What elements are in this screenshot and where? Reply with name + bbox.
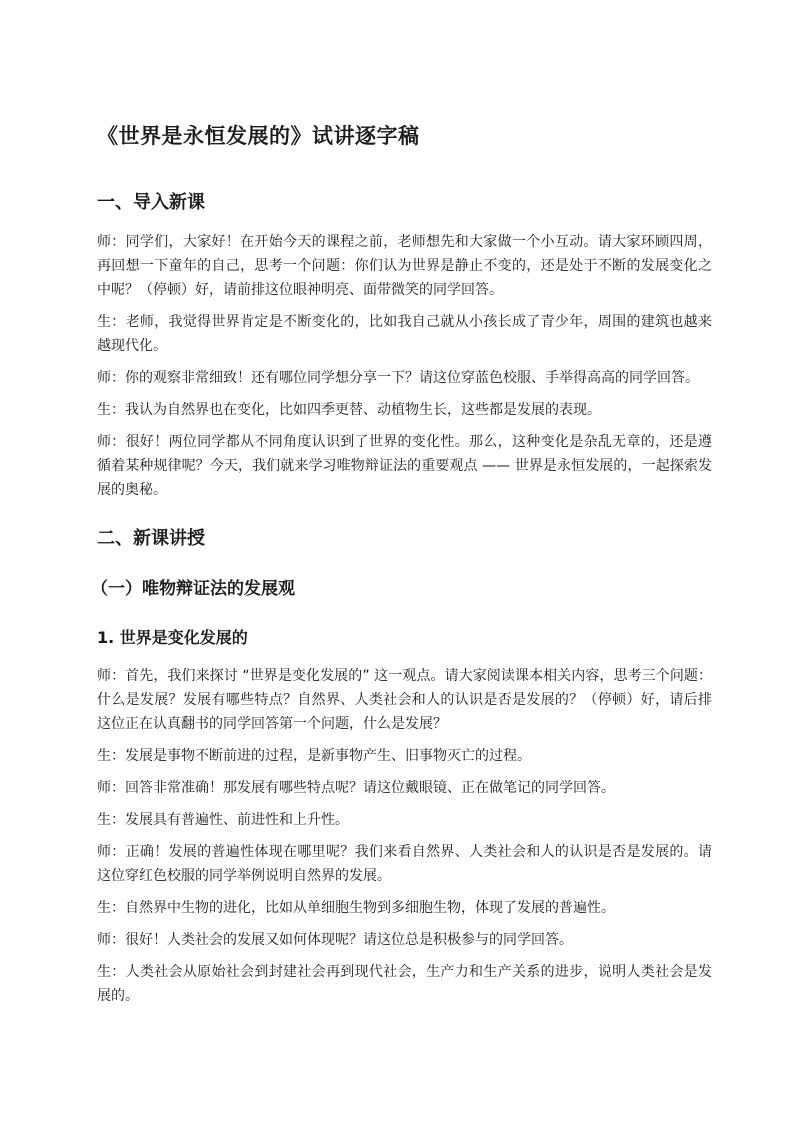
- dialogue-paragraph: 生：发展具有普遍性、前进性和上升性。: [97, 812, 349, 828]
- dialogue-paragraph: 师：回答非常准确！那发展有哪些特点呢？请这位戴眼镜、正在做笔记的同学回答。: [97, 780, 615, 796]
- document-title: 《世界是永恒发展的》试讲逐字稿: [97, 124, 420, 148]
- dialogue-paragraph: 生：自然界中生物的进化，比如从单细胞生物到多细胞生物，体现了发展的普遍性。: [97, 900, 615, 916]
- topic-heading: 1. 世界是变化发展的: [97, 628, 248, 647]
- dialogue-paragraph: 生：发展是事物不断前进的过程，是新事物产生、旧事物灭亡的过程。: [97, 748, 531, 764]
- dialogue-paragraph: 师：首先，我们来探讨 “世界是变化发展的” 这一观点。请大家阅读课本相关内容，思考三个问题：什么是发展？发展有哪些特点？自然界、人类社会和人的认识是否是发展的？（停顿）好，请后排这位正在认真翻书的同学回答第一个问题，什么是发展？: [97, 668, 712, 732]
- dialogue-paragraph: 师：很好！两位同学都从不同角度认识到了世界的变化性。那么，这种变化是杂乱无章的，还是遵循着某种规律呢？今天，我们就来学习唯物辩证法的重要观点 —— 世界是永恒发展的，一起探索发展的奥秘。: [97, 434, 712, 498]
- document-page: [91, 118, 712, 1016]
- dialogue-paragraph: 生：我认为自然界也在变化，比如四季更替、动植物生长，这些都是发展的表现。: [97, 402, 601, 418]
- section-heading-intro: 一、导入新课: [97, 192, 205, 213]
- dialogue-paragraph: 师：同学们，大家好！在开始今天的课程之前，老师想先和大家做一个小互动。请大家环顾四周，再回想一下童年的自己，思考一个问题：你们认为世界是静止不变的，还是处于不断的发展变化之中呢？（停顿）好，请前排这位眼神明亮、面带微笑的同学回答。: [97, 234, 712, 298]
- dialogue-paragraph: 师：正确！发展的普遍性体现在哪里呢？我们来看自然界、人类社会和人的认识是否是发展的。请这位穿红色校服的同学举例说明自然界的发展。: [97, 844, 712, 884]
- dialogue-paragraph: 师：你的观察非常细致！还有哪位同学想分享一下？请这位穿蓝色校服、手举得高高的同学回答。: [97, 370, 699, 386]
- section-heading-lesson: 二、新课讲授: [97, 528, 205, 549]
- dialogue-paragraph: 生：人类社会从原始社会到封建社会再到现代社会，生产力和生产关系的进步，说明人类社会是发展的。: [97, 964, 712, 1004]
- dialogue-paragraph: 生：老师，我觉得世界肯定是不断变化的，比如我自己就从小孩长成了青少年，周围的建筑也越来越现代化。: [97, 314, 712, 354]
- dialogue-paragraph: 师：很好！人类社会的发展又如何体现呢？请这位总是积极参与的同学回答。: [97, 932, 573, 948]
- subsection-heading: （一）唯物辩证法的发展观: [91, 579, 295, 599]
